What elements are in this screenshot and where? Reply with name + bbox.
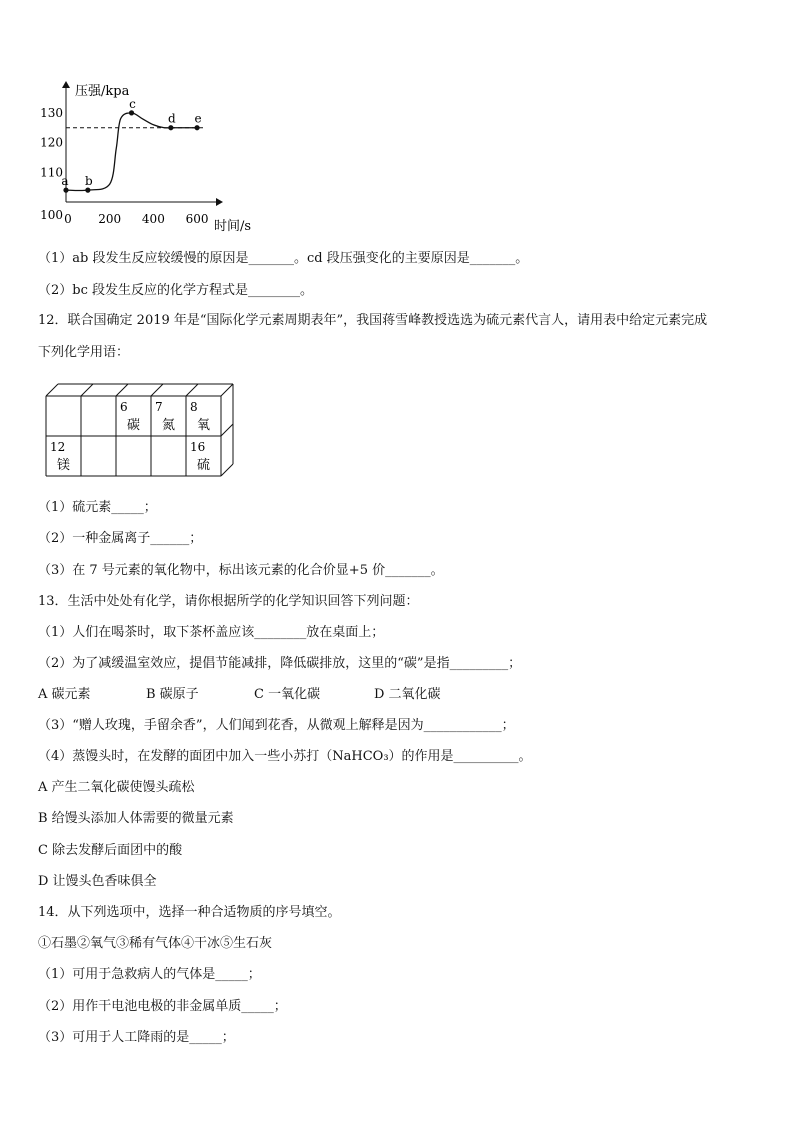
q14-part3: （3）可用于人工降雨的是_____； [38,1030,235,1045]
side-diag [221,424,233,436]
q12-part1: （1）硫元素_____； [38,500,157,515]
q13-part4-option-b: B 给馒头添加人体需要的微量元素 [38,811,234,826]
y-tick-label: 130 [40,105,63,120]
side-diag [221,464,233,476]
top-diag [81,384,93,396]
q14-choices: ①石墨②氧气③稀有气体④干冰⑤生石灰 [38,936,273,951]
q13-part2-options [38,686,441,704]
element-number: 16 [190,440,206,454]
x-axis-label: 时间/s [214,219,252,234]
q14-stem: 14．从下列选项中，选择一种合适物质的序号填空。 [38,905,341,920]
option-b: B 碳原子 [146,687,199,702]
top-diag [186,384,198,396]
q13-part2: （2）为了减缓温室效应，提倡节能减排，降低碳排放，这里的“碳”是指_________； [38,656,522,671]
element-symbol: 碳 [127,418,141,433]
q13-part4-option-d: D 让馒头色香味俱全 [38,874,157,889]
y-tick-label: 120 [40,135,63,150]
top-diag [46,384,58,396]
q12-part3: （3）在 7 号元素的氧化物中，标出该元素的化合价显+5 价_______。 [38,563,444,578]
point-d [168,125,173,130]
q12-stem-line2: 下列化学用语： [38,345,130,360]
q13-part3: （3）“赠人玫瑰，手留余香”，人们闻到花香，从微观上解释是因为____________； [38,718,515,733]
x-tick-label: 200 [98,212,122,226]
element-symbol: 镁 [57,458,71,473]
option-c: C 一氧化碳 [254,687,321,702]
point-c [129,110,134,115]
point-label-e: e [194,111,202,126]
x-tick-label: 600 [185,212,209,226]
q13-part4-option-c: C 除去发酵后面团中的酸 [38,843,183,858]
point-label-b: b [85,174,93,189]
q13-part1: （1）人们在喝茶时，取下茶杯盖应该________放在桌面上； [38,625,385,640]
top-diag [221,384,233,396]
q13-part4: （4）蒸馒头时，在发酵的面团中加入一些小苏打（NaHCO₃）的作用是__________。 [38,749,532,764]
element-number: 6 [120,400,128,414]
point-label-d: d [168,111,176,126]
y-axis-label: 压强/kpa [75,84,130,99]
x-tick-label: 0 [64,212,72,226]
y-tick-label: 100 [40,208,63,222]
point-label-a: a [61,174,69,189]
element-symbol: 硫 [197,458,211,473]
element-number: 12 [50,440,66,454]
y-tick-label: 110 [40,165,63,180]
point-label-c: c [129,96,136,111]
top-diag [151,384,163,396]
q12-part2: （2）一种金属离子______； [38,531,203,546]
option-a: A 碳元素 [38,687,91,702]
point-e [194,125,199,130]
element-symbol: 氧 [197,418,211,433]
pressure-time-chart [38,78,268,236]
x-tick-label: 400 [141,212,165,226]
element-number: 8 [190,400,198,414]
point-b [85,188,90,193]
q13-part4-option-a: A 产生二氧化碳使馒头疏松 [38,780,195,795]
q11-part1: （1）ab 段发生反应较缓慢的原因是_______。cd 段压强变化的主要原因是_______。 [38,251,529,266]
element-number: 7 [155,400,163,414]
element-symbol: 氮 [162,418,176,433]
top-diag [116,384,128,396]
option-d: D 二氧化碳 [374,687,441,702]
point-a [63,188,68,193]
q14-part2: （2）用作干电池电极的非金属单质_____； [38,999,287,1014]
q11-part2: （2）bc 段发生反应的化学方程式是________。 [38,283,314,298]
q13-stem: 13．生活中处处有化学，请你根据所学的化学知识回答下列问题： [38,594,419,609]
q12-stem-line1: 12．联合国确定 2019 年是“国际化学元素周期表年”，我国蒋雪峰教授选选为硫元素代言人，请用表中给定元素完成 [38,313,708,328]
q14-part1: （1）可用于急救病人的气体是_____； [38,967,261,982]
periodic-table-fragment [44,382,240,478]
